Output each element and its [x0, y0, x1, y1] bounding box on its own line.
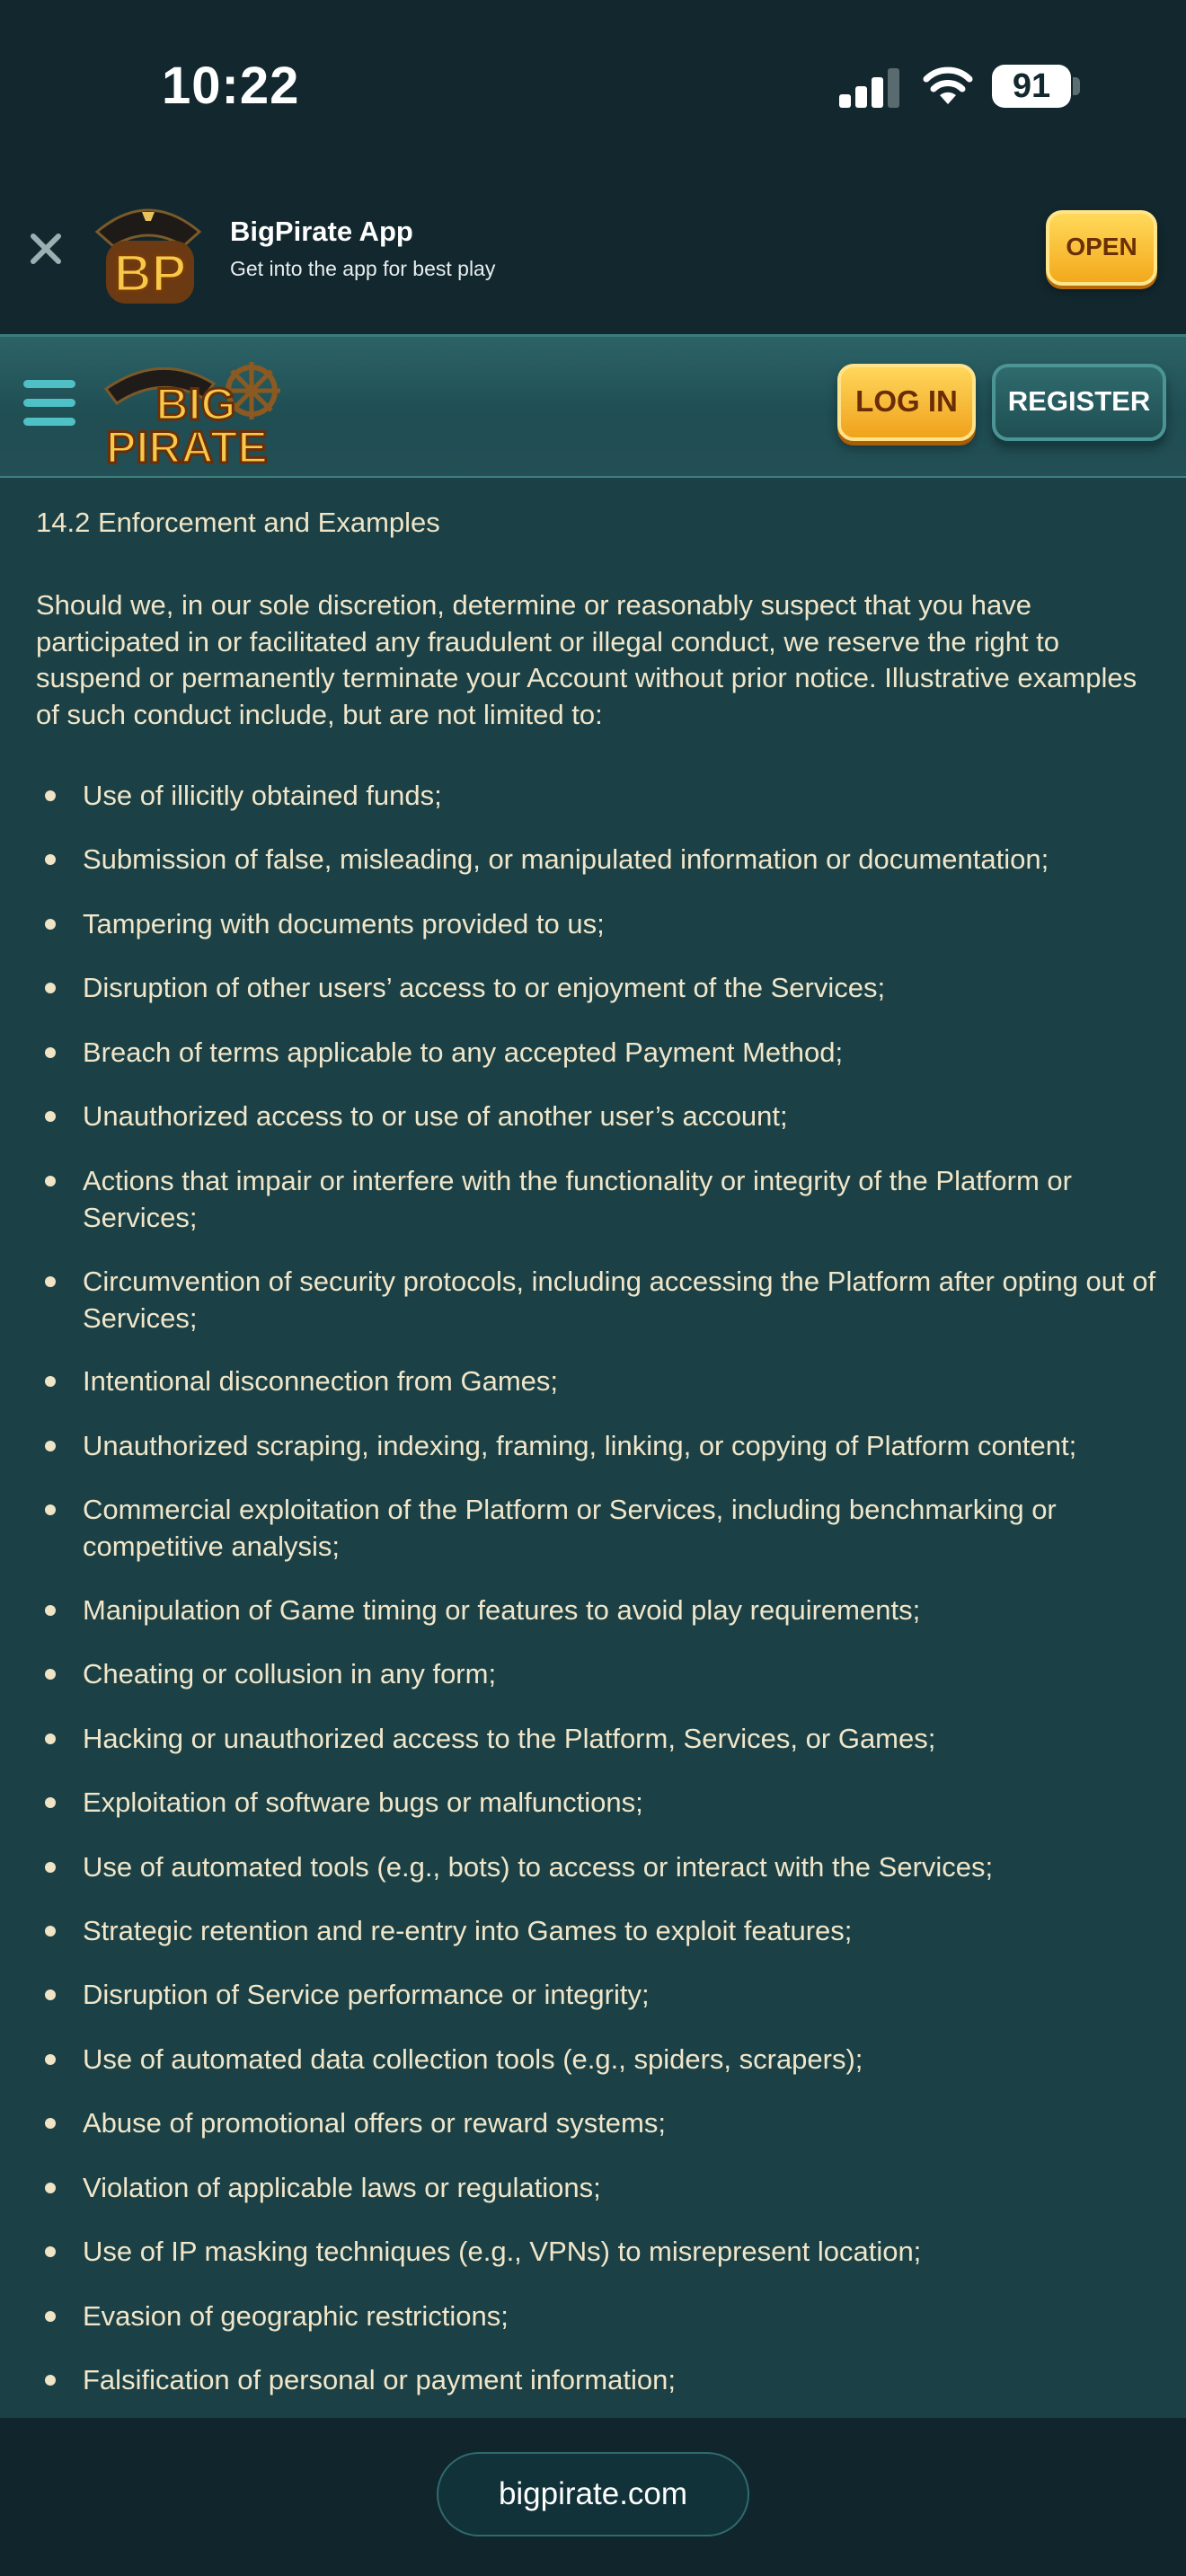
- terms-content: [0, 478, 1186, 2418]
- close-icon[interactable]: [29, 232, 63, 266]
- bullet-icon: [45, 1734, 56, 1744]
- list-item-text: Use of IP masking techniques (e.g., VPNs) to misrepresent location;: [83, 2236, 922, 2267]
- bullet-icon: [45, 1862, 56, 1873]
- list-item-text: Intentional disconnection from Games;: [83, 1365, 558, 1397]
- list-item-text: Disruption of Service performance or integrity;: [83, 1979, 650, 2010]
- list-item-text: Tampering with documents provided to us;: [83, 908, 605, 940]
- list-item-text: Exploitation of software bugs or malfunctions;: [83, 1786, 643, 1818]
- list-item-text: Strategic retention and re-entry into Games to exploit features;: [83, 1915, 853, 1946]
- list-item-text: Evasion of geographic restrictions;: [83, 2300, 509, 2332]
- list-item-text: Disruption of other users’ access to or enjoyment of the Services;: [83, 972, 886, 1003]
- list-item-text: Abuse of promotional offers or reward systems;: [83, 2107, 666, 2139]
- bullet-icon: [45, 919, 56, 930]
- list-item-text: Hacking or unauthorized access to the Platform, Services, or Games;: [83, 1723, 936, 1754]
- intro-paragraph: Should we, in our sole discretion, determine or reasonably suspect that you have participated in or facilitated any fraudulent or illegal conduct, we reserve the right to suspend or permanently terminate your Account without prior notice. Illustrative examples of such conduct include, but are not limited to:: [36, 589, 1137, 730]
- list-item-text: Cheating or collusion in any form;: [83, 1658, 497, 1689]
- bullet-icon: [45, 1989, 56, 2000]
- bullet-icon: [45, 2246, 56, 2257]
- logo-line-pirate: PIRATE: [106, 422, 268, 470]
- list-item-text: Breach of terms applicable to any accepted Payment Method;: [83, 1037, 844, 1068]
- bp-logo-text: BP: [113, 244, 187, 303]
- bullet-icon: [45, 983, 56, 993]
- list-item-text: Actions that impair or interfere with the functionality or integrity of the Platform or Services;: [83, 1165, 1072, 1233]
- bullet-icon: [45, 1669, 56, 1680]
- address-bar[interactable]: bigpirate.com: [437, 2452, 749, 2536]
- bullet-icon: [45, 2118, 56, 2129]
- logo-line-big: BIG: [155, 379, 236, 429]
- bullet-icon: [45, 1276, 56, 1287]
- banner-subtitle: Get into the app for best play: [230, 257, 496, 280]
- browser-bottom-bar: [0, 2418, 1186, 2576]
- list-item-text: Violation of applicable laws or regulations;: [83, 2172, 601, 2203]
- app-banner: [0, 171, 1186, 332]
- bullet-icon: [45, 2311, 56, 2322]
- big-pirate-logo[interactable]: [97, 353, 286, 470]
- register-button[interactable]: REGISTER: [992, 364, 1166, 441]
- list-item-text: Unauthorized access to or use of another user’s account;: [83, 1100, 788, 1132]
- bp-app-logo: [90, 194, 207, 311]
- bullet-icon: [45, 790, 56, 801]
- login-button[interactable]: LOG IN: [837, 364, 976, 441]
- bullet-icon: [45, 1504, 56, 1515]
- bullet-icon: [45, 2375, 56, 2386]
- list-item-text: Submission of false, misleading, or manipulated information or documentation;: [83, 843, 1049, 875]
- bullet-icon: [45, 1176, 56, 1187]
- wifi-icon: [922, 65, 974, 106]
- list-item-text: Use of automated data collection tools (e.g., spiders, scrapers);: [83, 2043, 863, 2075]
- menu-icon[interactable]: [23, 380, 77, 425]
- bullet-icon: [45, 1376, 56, 1387]
- list-item-text: Commercial exploitation of the Platform or Services, including benchmarking or competitive analysis;: [83, 1494, 1057, 1562]
- bullet-icon: [45, 854, 56, 865]
- bullet-icon: [45, 1441, 56, 1451]
- open-app-button[interactable]: OPEN: [1046, 210, 1157, 286]
- list-item-text: Use of illicitly obtained funds;: [83, 780, 442, 811]
- list-item-text: Manipulation of Game timing or features to avoid play requirements;: [83, 1594, 921, 1626]
- bullet-icon: [45, 2183, 56, 2193]
- bullet-icon: [45, 1926, 56, 1936]
- banner-title: BigPirate App: [230, 216, 413, 247]
- list-item-text: Use of automated tools (e.g., bots) to access or interact with the Services;: [83, 1851, 994, 1883]
- status-time: 10:22: [162, 57, 300, 115]
- bullet-icon: [45, 1797, 56, 1808]
- site-header: [0, 334, 1186, 478]
- bullet-icon: [45, 1111, 56, 1122]
- bullet-icon: [45, 1605, 56, 1616]
- status-bar: [0, 0, 1186, 171]
- bullet-icon: [45, 2054, 56, 2065]
- battery-nub: [1073, 77, 1080, 95]
- section-heading: 14.2 Enforcement and Examples: [36, 507, 440, 538]
- bullet-icon: [45, 1047, 56, 1058]
- list-item-text: Falsification of personal or payment information;: [83, 2364, 676, 2395]
- signal-icon: [839, 66, 900, 108]
- list-item-text: Circumvention of security protocols, including accessing the Platform after opting out of Services;: [83, 1266, 1156, 1334]
- list-item-text: Unauthorized scraping, indexing, framing, linking, or copying of Platform content;: [83, 1430, 1077, 1461]
- battery-icon: 91: [992, 65, 1071, 108]
